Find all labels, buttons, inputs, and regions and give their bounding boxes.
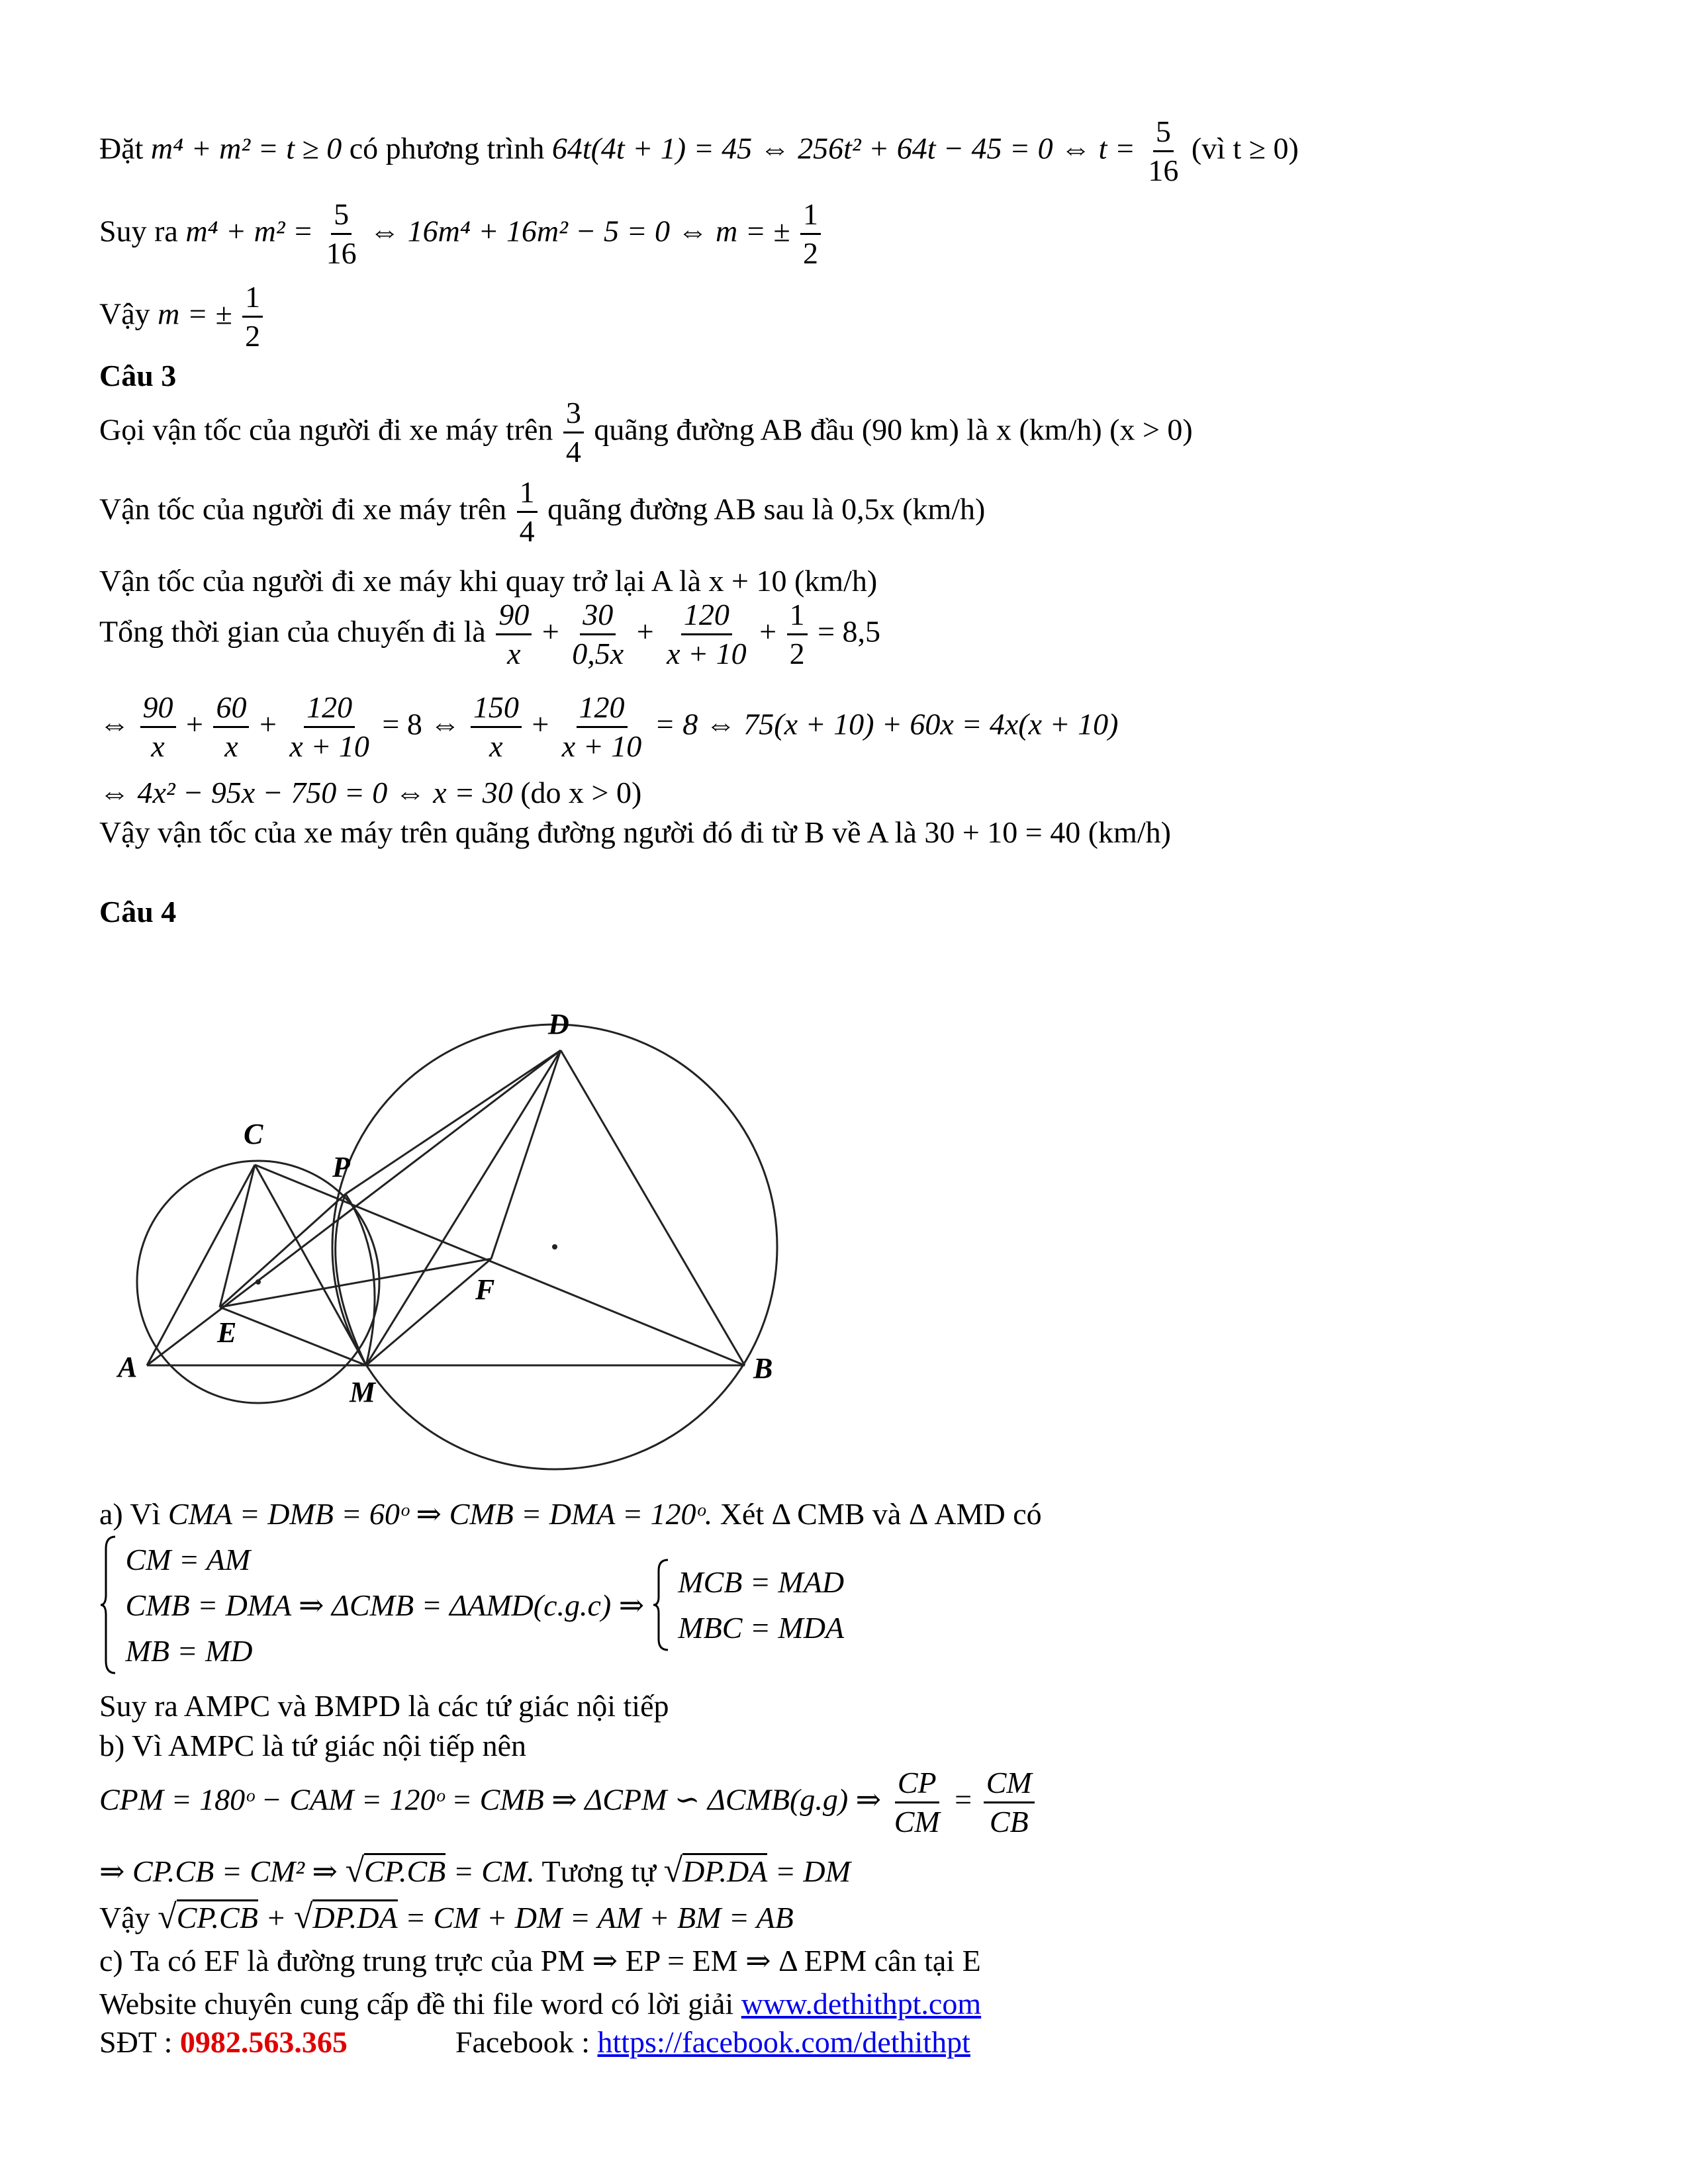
q4-b-line-3: Vậy √CP.CB + √DP.DA = CM + DM = AM + BM = AB [99, 1898, 794, 1936]
label-E: E [217, 1316, 237, 1349]
fraction: $\frac{60}{x}$ [213, 692, 249, 763]
fraction: $\frac{120}{x + 10}$ [667, 598, 747, 671]
q4-c-line: c) Ta có EF là đường trung trực của PM ⇒ EP = EM ⇒ Δ EPM cân tại E [99, 1944, 981, 1978]
segment-CE [220, 1165, 255, 1307]
math-expr: CMA = DMB = 60ᵒ ⇒ CMB = DMA = 120ᵒ. [167, 1497, 713, 1531]
fraction: $\frac{5}{16}$ [1148, 114, 1179, 188]
q4-part-a: a) Vì CMA = DMB = 60ᵒ ⇒ CMB = DMA = 120ᵒ. Xét Δ CMB và Δ AMD có [99, 1497, 1042, 1531]
sqrt-dp-da: DP.DA [682, 1854, 768, 1888]
label-B: B [753, 1352, 773, 1385]
fraction: $\frac{CM}{CB}$ [984, 1767, 1035, 1839]
brace-left-2 [652, 1559, 671, 1651]
q3-line-4: Tổng thời gian của chuyến đi là $\frac{90}{x}$ + $\frac{30}{0,5x}$ + $\frac{120}{x + 10}$ + $\frac{1}{2}$ = 8,5 [99, 598, 881, 671]
label-F: F [475, 1273, 495, 1306]
segment-PE [220, 1194, 346, 1307]
system-1: CM = AM CMB = DMA ⇒ ΔCMB = ΔAMD(c.g.c) ⇒ MB = MD [125, 1542, 645, 1668]
label-A: A [118, 1351, 138, 1383]
q3-line-5: ⇔ $\frac{90}{x}$ + $\frac{60}{x}$ + $\frac{120}{x + 10}$ = 8 ⇔ $\frac{150}{x}$ + $\frac{120}{x + 10}$ = 8 ⇔ 75(x + 10) + 60x = 4x(x + 10) [99, 690, 1119, 764]
math-expr: m⁴ + m² = [185, 214, 314, 248]
facebook-link[interactable]: https://facebook.com/dethithpt [597, 2025, 970, 2059]
fraction: $\frac{150}{x}$ [471, 692, 522, 763]
segment-FM [366, 1259, 491, 1365]
sol-line-1: Đặt m⁴ + m² = t ≥ 0 có phương trình 64t(4t + 1) = 45 ⇔ 256t² + 64t − 45 = 0 ⇔ t = $\frac{5}{16}$ (vì t ≥ 0) [99, 114, 1299, 188]
segment-CB [255, 1165, 745, 1365]
heading-cau-4: Câu 4 [99, 895, 177, 929]
q3-line-2: Vận tốc của người đi xe máy trên $\frac{1}{4}$ quãng đường AB sau là 0,5x (km/h) [99, 475, 986, 549]
fraction: $\frac{CP}{CM}$ [894, 1766, 940, 1839]
system-2: MCB = MAD MBC = MDA [678, 1565, 845, 1645]
segment-CM [255, 1165, 366, 1365]
segment-AC [147, 1165, 255, 1365]
fraction: $\frac{90}{x}$ [496, 599, 532, 670]
q3-line-6: ⇔ 4x² − 95x − 750 = 0 ⇔ x = 30 (do x > 0) [99, 776, 642, 809]
label-M: M [350, 1376, 376, 1408]
brace-left-1 [99, 1535, 118, 1674]
q4-a-conclusion: Suy ra AMPC và BMPD là các tứ giác nội tiếp [99, 1689, 669, 1723]
geometry-figure [99, 973, 794, 1489]
sol-line-2: Suy ra m⁴ + m² = $\frac{5}{16}$ ⇔ 16m⁴ + 16m² − 5 = 0 ⇔ m = ± $\frac{1}{2}$ [99, 199, 823, 270]
fraction: $\frac{3}{4}$ [563, 397, 584, 469]
segment-DF [491, 1050, 561, 1259]
label-P: P [332, 1151, 350, 1183]
label-C: C [244, 1118, 263, 1150]
fraction: $\frac{5}{16}$ [326, 197, 357, 271]
fraction: $\frac{1}{2}$ [800, 199, 821, 270]
math-expr: 64t(4t + 1) = 45 ⇔ 256t² + 64t − 45 = 0 ⇔ t = [551, 131, 1135, 165]
math-expr: ⇔ 16m⁴ + 16m² − 5 = 0 ⇔ m = ± [369, 214, 790, 248]
heading-cau-3: Câu 3 [99, 359, 177, 392]
math-expr: ⇔ 4x² − 95x − 750 = 0 ⇔ x = 30 [99, 776, 513, 809]
math-expr: m⁴ + m² = t ≥ 0 [150, 131, 342, 165]
q4-b-intro: b) Vì AMPC là tứ giác nội tiếp nên [99, 1729, 527, 1762]
fraction: $\frac{120}{x + 10}$ [289, 690, 369, 764]
q3-line-1: Gọi vận tốc của người đi xe máy trên $\frac{3}{4}$ quãng đường AB đầu (90 km) là x (km/h) (x > 0) [99, 396, 1193, 469]
fraction: $\frac{1}{2}$ [242, 281, 263, 353]
footer-line-2: SĐT : 0982.563.365 Facebook : https://facebook.com/dethithpt [99, 2025, 970, 2059]
sqrt-cp-cb-2: CP.CB [176, 1901, 258, 1934]
fraction: $\frac{1}{2}$ [787, 599, 808, 670]
sqrt-dp-da-2: DP.DA [312, 1901, 398, 1934]
q4-b-line-2: ⇒ CP.CB = CM² ⇒ √CP.CB = CM. Tương tự √DP.DA = DM [99, 1852, 851, 1889]
q4-system [99, 1535, 844, 1674]
phone-number: 0982.563.365 [179, 2025, 348, 2059]
website-link[interactable]: www.dethithpt.com [741, 1987, 982, 2021]
segment-AD [147, 1050, 561, 1365]
fraction: $\frac{1}{4}$ [517, 477, 538, 548]
center-dot-big [552, 1244, 557, 1250]
sol-line-3: Vậy m = ± $\frac{1}{2}$ [99, 281, 265, 353]
fraction: $\frac{30}{0,5x}$ [572, 598, 624, 671]
fraction: $\frac{120}{x + 10}$ [561, 690, 642, 764]
label-D: D [548, 1008, 569, 1040]
q3-line-7: Vậy vận tốc của xe máy trên quãng đường người đó đi từ B về A là 30 + 10 = 40 (km/h) [99, 815, 1171, 849]
math-expr: m = ± [158, 296, 232, 331]
q3-line-3: Vận tốc của người đi xe máy khi quay trở lại A là x + 10 (km/h) [99, 564, 878, 598]
footer-line-1: Website chuyên cung cấp đề thi file word có lời giải www.dethithpt.com [99, 1987, 982, 2021]
segment-MD [366, 1050, 561, 1365]
segment-PD [346, 1050, 561, 1194]
segment-DB [561, 1050, 745, 1365]
center-dot-small [256, 1279, 261, 1285]
sqrt-cp-cb: CP.CB [364, 1854, 446, 1888]
q4-b-line-1: CPM = 180ᵒ − CAM = 120ᵒ = CMB ⇒ ΔCPM ∽ ΔCMB(g.g) ⇒ $\frac{CP}{CM}$ = $\frac{CM}{CB}$ [99, 1767, 1037, 1839]
fraction: $\frac{90}{x}$ [140, 692, 176, 763]
